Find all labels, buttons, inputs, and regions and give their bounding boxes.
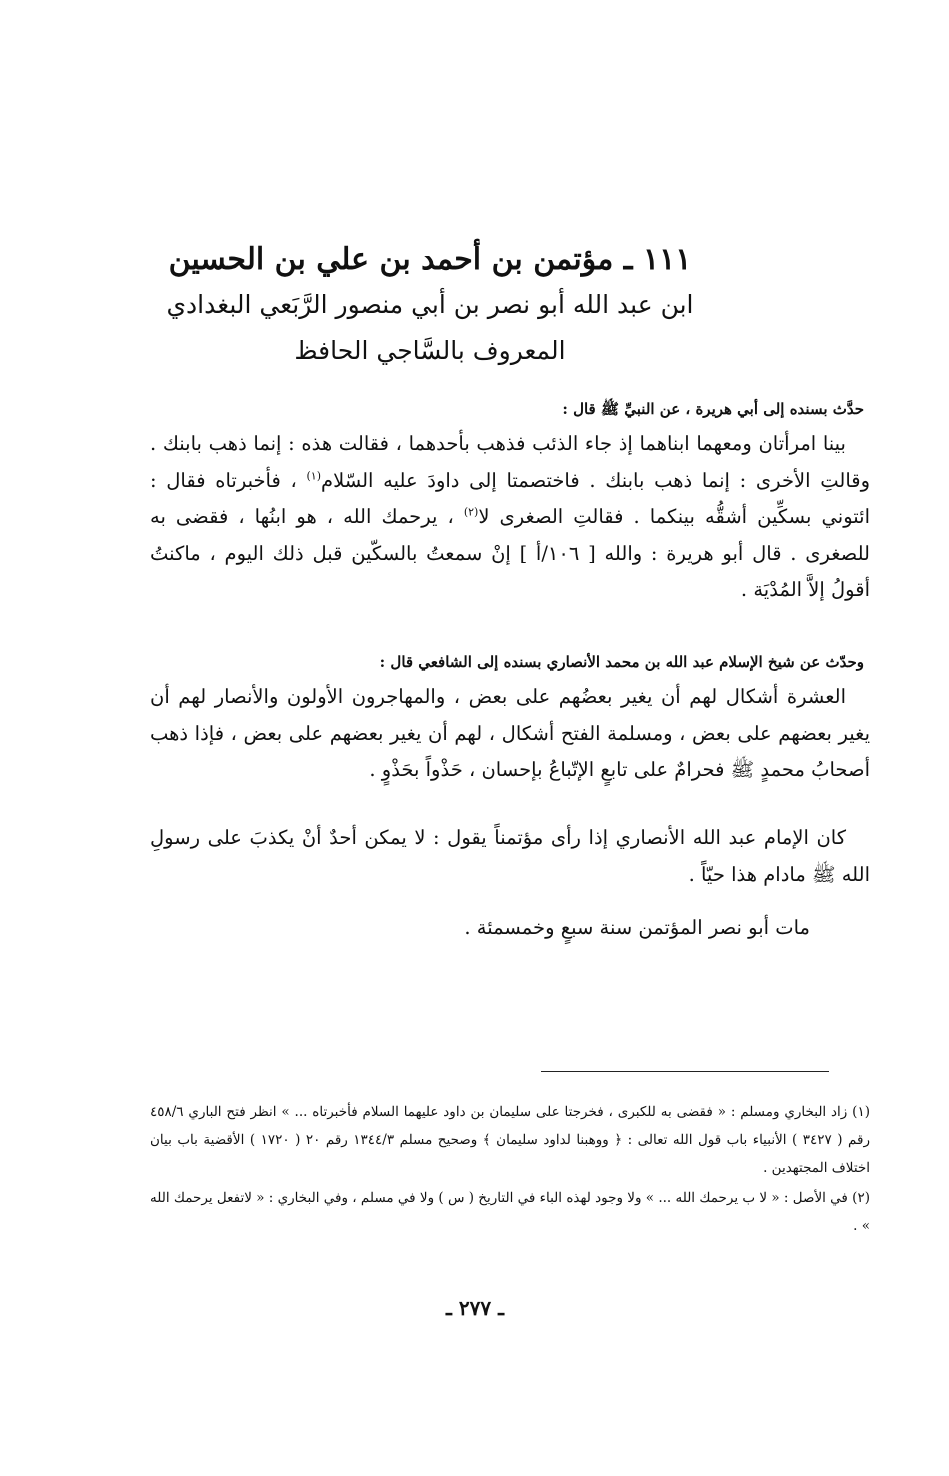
page-number: ـ ٢٧٧ ـ [446,1296,504,1320]
hadith-text-part-1: بينا امرأتان ومعهما ابناهما إذ جاء الذئب فذهب بأحدهما ، فقالت هذه : إنما ذهب بابنك . وقالتِ الأخرى : إنما ذهب بابنك . فاختصمتا إلى داودَ عليه السّلام [150,432,870,492]
footnotes [150,1098,870,1242]
footnote-ref-1: (١) [306,469,321,482]
shafii-text: العشرة أشكال لهم أن يغير بعضُهم على بعض ، والمهاجرون الأولون والأنصار لهم أن يغير بعضهم على بعض ، ومسلمة الفتح أشكال ، لهم أن يغير بعضهم على بعض ، فإذا ذهب أصحابُ محمدٍ ﷺ فحرامٌ على تابعٍ الإتّباعُ بإحسان ، حَذْواً بحَذْوٍ . [150,685,870,781]
death-section [150,910,870,947]
hadith-text-part-3: ، يرحمك الله ، هو ابنُها ، فقضى به للصغرى . قال أبو هريرة : والله [ ١٠٦/أ ] إنْ سمعتُ بالسكّين قبل ذلك اليوم ، ماكنتُ أقولُ إلاَّ المُدْيَة . [150,505,870,601]
shafii-section [150,649,870,789]
footnote-1: (١) زاد البخاري ومسلم : « فقضى به للكبرى ، فخرجتا على سليمان بن داود عليهما السلام فأخبرتاه ... » انظر فتح الباري ٤٥٨/٦ رقم ( ٣٤٢٧ ) الأنبياء باب قول الله تعالى : ﴿ ووهبنا لداود سليمان ﴾ وصحيح مسلم ١٣٤٤/٣ رقم ٢٠ ( ١٧٢٠ ) الأقضية باب بيان اختلاف المجتهدين . [150,1104,870,1176]
death-text: مات أبو نصر المؤتمن سنة سبعٍ وخمسمئة . [464,916,810,939]
entry-title: ١١١ ـ مؤتمن بن أحمد بن علي بن الحسين [168,242,692,277]
footnote-divider [541,1071,829,1072]
shafii-intro: وحدّث عن شيخ الإسلام عبد الله بن محمد الأنصاري بسنده إلى الشافعي قال : [379,653,864,671]
hadith-text-part-2: ، فأخبرتاه فقال : ائتوني بسكِّين أشقُّه بينكما . فقالتِ الصغرى لا [150,468,871,528]
footnote-ref-2: (٢) [463,505,479,519]
entry-lineage: ابن عبد الله أبو نصر بن أبي منصور الرَّبَعي البغدادي [166,290,694,319]
ansari-text: كان الإمام عبد الله الأنصاري إذا رأى مؤتمناً يقول : لا يمكن أحدٌ أنْ يكذبَ على رسولِ الله ﷺ مادام هذا حيّاً . [150,826,870,886]
entry-heading [150,238,710,374]
entry-epithet: المعروف بالسَّاجي الحافظ [294,336,566,365]
hadith-section [150,396,870,609]
hadith-intro: حدَّث بسنده إلى أبي هريرة ، عن النبيِّ ﷺ قال : [562,400,864,418]
ansari-section [150,820,870,893]
footnote-2: (٢) في الأصل : « لا ب يرحمك الله ... » ولا وجود لهذه الباء في التاريخ ( س ) ولا في مسلم ، وفي البخاري : « لاتفعل يرحمك الله » . [150,1190,870,1234]
hadith-text [150,426,870,609]
